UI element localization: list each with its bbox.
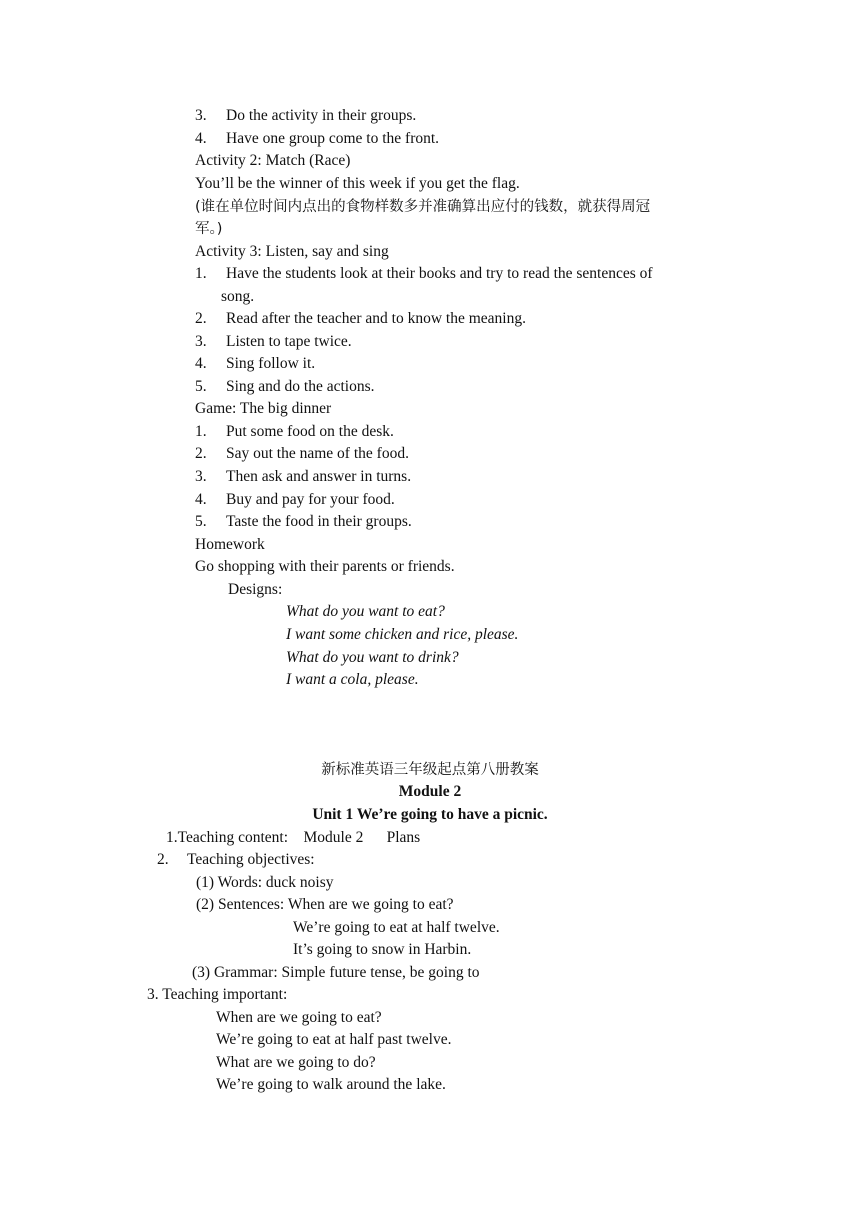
list-text: Taste the food in their groups. — [226, 513, 412, 530]
list-item — [195, 332, 352, 352]
game-title: Game: The big dinner — [195, 400, 332, 417]
list-item — [195, 490, 395, 510]
list-number: 1. — [195, 423, 207, 440]
design-line: What do you want to drink? — [286, 649, 459, 666]
important-line: We’re going to walk around the lake. — [216, 1076, 446, 1093]
activity3-title: Activity 3: Listen, say and sing — [195, 243, 389, 260]
objectives-number: 2. — [157, 851, 169, 868]
list-number: 4. — [195, 355, 207, 372]
design-line: I want a cola, please. — [286, 671, 419, 688]
designs-title: Designs: — [228, 581, 283, 598]
objectives-title: Teaching objectives: — [187, 851, 315, 868]
list-number: 5. — [195, 378, 207, 395]
objective-sentence: It’s going to snow in Harbin. — [293, 941, 472, 958]
list-item — [195, 309, 526, 329]
design-line: What do you want to eat? — [286, 603, 445, 620]
list-item — [195, 444, 409, 464]
list-text: Sing follow it. — [226, 355, 316, 372]
activity2-cn-line2: 军。) — [195, 221, 223, 237]
list-item — [195, 467, 411, 487]
unit-heading: Unit 1 We’re going to have a picnic. — [312, 806, 548, 823]
list-number: 5. — [195, 513, 207, 530]
objective-sentence: We’re going to eat at half twelve. — [293, 919, 500, 936]
list-item-continuation: song. — [221, 288, 255, 305]
list-number: 2. — [195, 310, 207, 327]
important-line: When are we going to eat? — [216, 1009, 382, 1026]
teaching-objectives — [157, 850, 315, 870]
list-item — [195, 377, 375, 397]
list-number: 3. — [195, 333, 207, 350]
lesson-plan-heading: 新标准英语三年级起点第八册教案 — [321, 762, 539, 778]
homework-title: Homework — [195, 536, 265, 553]
list-text: Say out the name of the food. — [226, 445, 409, 462]
list-item — [195, 422, 394, 442]
list-item — [195, 129, 439, 149]
list-text: Sing and do the actions. — [226, 378, 375, 395]
list-number: 3. — [195, 107, 207, 124]
list-number: 4. — [195, 491, 207, 508]
list-number: 1. — [195, 265, 207, 282]
list-item — [195, 106, 416, 126]
module-heading: Module 2 — [398, 783, 462, 800]
teaching-content: 1.Teaching content: Module 2 Plans — [166, 829, 421, 846]
important-line: We’re going to eat at half past twelve. — [216, 1031, 452, 1048]
homework-text: Go shopping with their parents or friends. — [195, 558, 455, 575]
objective-grammar: (3) Grammar: Simple future tense, be going to — [192, 964, 480, 981]
list-text: Buy and pay for your food. — [226, 491, 395, 508]
list-item — [195, 354, 315, 374]
list-number: 3. — [195, 468, 207, 485]
activity2-cn-line1: (谁在单位时间内点出的食物样数多并准确算出应付的钱数，就获得周冠 — [195, 199, 651, 215]
list-number: 4. — [195, 130, 207, 147]
list-text: Have the students look at their books and try to read the sentences of — [226, 265, 653, 282]
list-text: Read after the teacher and to know the meaning. — [226, 310, 526, 327]
objective-words: (1) Words: duck noisy — [196, 874, 334, 891]
list-item — [195, 264, 653, 284]
list-text: Have one group come to the front. — [226, 130, 440, 147]
list-text: Do the activity in their groups. — [226, 107, 417, 124]
activity2-title: Activity 2: Match (Race) — [195, 152, 351, 169]
list-text: Then ask and answer in turns. — [226, 468, 412, 485]
list-text: Put some food on the desk. — [226, 423, 394, 440]
list-number: 2. — [195, 445, 207, 462]
list-item — [195, 512, 412, 532]
list-text: Listen to tape twice. — [226, 333, 352, 350]
design-line: I want some chicken and rice, please. — [286, 626, 519, 643]
important-line: What are we going to do? — [216, 1054, 376, 1071]
activity2-line: You’ll be the winner of this week if you get the flag. — [195, 175, 520, 192]
teaching-important-title: 3. Teaching important: — [147, 986, 288, 1003]
objective-sentences: (2) Sentences: When are we going to eat? — [196, 896, 454, 913]
